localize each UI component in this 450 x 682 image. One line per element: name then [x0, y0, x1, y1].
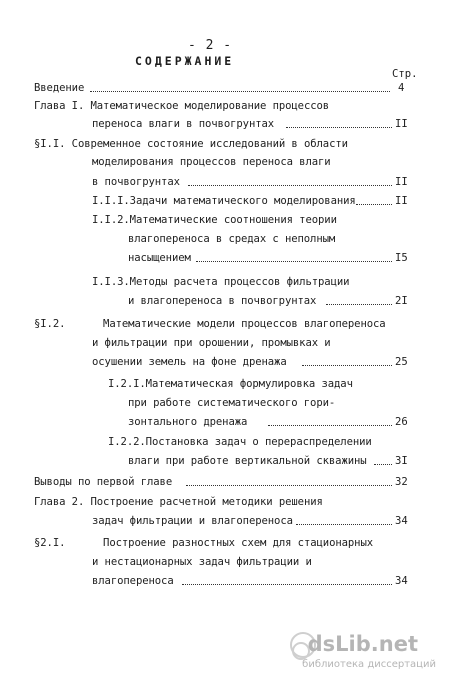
toc-line: Глава 2. Построение расчетной методики решения [34, 496, 323, 508]
toc-line: I.I.3.Методы расчета процессов фильтрации [92, 276, 350, 288]
toc-line: §I.I. Современное состояние исследований в области [34, 138, 348, 150]
dot-leader [182, 582, 392, 585]
toc-line: и нестационарных задач фильтрации и [92, 556, 312, 568]
toc-line: задач фильтрации и влагопереноса [92, 515, 293, 527]
toc-line: I.2.I.Математическая формулировка задач [108, 378, 353, 390]
toc-line: и фильтрации при орошении, промывках и [92, 337, 331, 349]
dot-leader [302, 363, 392, 366]
toc-page-number: 32 [395, 476, 408, 488]
toc-line: осушении земель на фоне дренажа [92, 356, 287, 368]
dot-leader [286, 125, 392, 128]
toc-line: I.I.2.Математические соотношения теории [92, 214, 337, 226]
toc-page-number: 4 [398, 82, 405, 94]
toc-page-number: 34 [395, 515, 408, 527]
toc-line: при работе систематического гори- [128, 397, 336, 409]
dot-leader [326, 302, 392, 305]
toc-line: переноса влаги в почвогрунтах [92, 118, 275, 130]
toc-line: влагопереноса [92, 575, 174, 587]
dot-leader [196, 259, 392, 262]
toc-page-number: II [395, 176, 408, 188]
page-column-label: Стр. [392, 68, 418, 80]
dot-leader [296, 522, 392, 525]
toc-page-number: 3I [395, 455, 408, 467]
toc-line: Выводы по первой главе [34, 476, 173, 488]
toc-line: в почвогрунтах [92, 176, 180, 188]
dot-leader [356, 202, 392, 205]
toc-line: моделирования процессов переноса влаги [92, 156, 331, 168]
toc-line: насыщением [128, 252, 191, 264]
dot-leader [186, 483, 392, 486]
toc-line: §2.I. Построение разностных схем для стационарных [34, 537, 374, 549]
watermark-subtitle: библиотека диссертаций [302, 659, 436, 670]
toc-page-number: 2I [395, 295, 408, 307]
toc-line: Введение [34, 82, 85, 94]
toc-page-number: II [395, 118, 408, 130]
toc-line: Глава I. Математическое моделирование процессов [34, 100, 330, 112]
toc-page-number: 25 [395, 356, 408, 368]
toc-line: зонтального дренажа [128, 416, 248, 428]
toc-line: влагопереноса в средах с неполным [128, 233, 336, 245]
toc-line: влаги при работе вертикальной скважины [128, 455, 367, 467]
toc-line: §I.2. Математические модели процессов влагопереноса [34, 318, 386, 330]
page-title: СОДЕРЖАНИЕ [135, 54, 235, 68]
dot-leader [374, 462, 392, 465]
dot-leader [268, 423, 392, 426]
page-number: - 2 - [188, 38, 233, 53]
toc-page-number: 34 [395, 575, 408, 587]
toc-line: I.I.I.Задачи математического моделирования [92, 195, 356, 207]
toc-page-number: 26 [395, 416, 408, 428]
toc-line: I.2.2.Постановка задач о перераспределении [108, 436, 372, 448]
toc-page-number: I5 [395, 252, 408, 264]
toc-page-number: II [395, 195, 408, 207]
watermark-logo: dsLib.net [307, 632, 418, 656]
toc-line: и влагопереноса в почвогрунтах [128, 295, 317, 307]
dot-leader [188, 183, 392, 186]
watermark [296, 632, 436, 676]
dot-leader [90, 89, 390, 92]
